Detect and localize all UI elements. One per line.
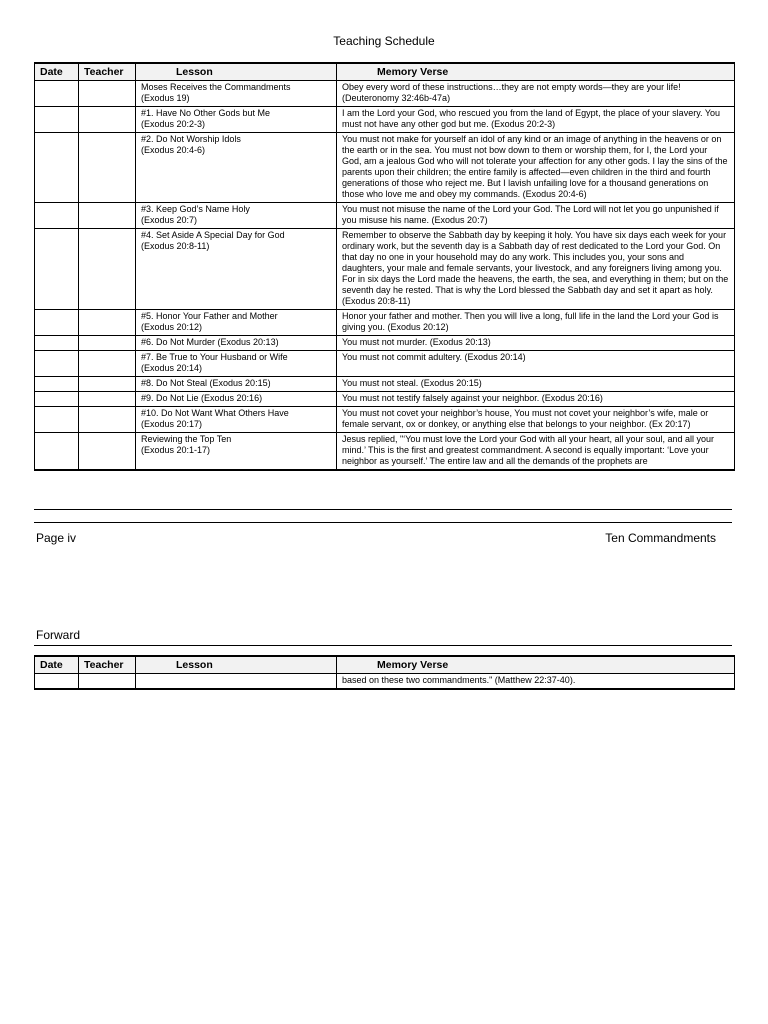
date-cell xyxy=(35,133,79,203)
table-body xyxy=(35,81,735,471)
table-body xyxy=(35,674,735,690)
column-header-date: Date xyxy=(35,656,79,674)
teacher-cell xyxy=(79,377,136,392)
memory-verse-cell: Obey every word of these instructions…they are not empty words—they are your life! (Deuteronomy 32:46b-47a) xyxy=(337,81,735,107)
teacher-cell xyxy=(79,392,136,407)
memory-verse-cell: Jesus replied, "‘You must love the Lord your God with all your heart, all your soul, and all your mind.’ This is the first and greatest commandment. A second is equally important: ‘Love your neighbor as yourself.’ The entire law and all the demands of the prophets are xyxy=(337,433,735,471)
column-header-date: Date xyxy=(35,63,79,81)
date-cell xyxy=(35,407,79,433)
lesson-cell: Reviewing the Top Ten (Exodus 20:1-17) xyxy=(136,433,337,471)
table-row xyxy=(35,310,735,336)
table-row xyxy=(35,351,735,377)
column-header-lesson: Lesson xyxy=(136,656,337,674)
table-row xyxy=(35,674,735,690)
memory-verse-cell: Remember to observe the Sabbath day by keeping it holy. You have six days each week for your ordinary work, but the seventh day is a Sabbath day of rest dedicated to the Lord your God. On that day no one in your household may do any work. This includes you, your sons and daughters, your male and female servants, your livestock, and any foreigners living among you. For in six days the Lord made the heavens, the earth, the sea, and everything in them; but on the seventh day he rested. That is why the Lord blessed the Sabbath day and set it apart as holy. (Exodus 20:8-11) xyxy=(337,229,735,310)
lesson-cell: #8. Do Not Steal (Exodus 20:15) xyxy=(136,377,337,392)
teacher-cell xyxy=(79,674,136,690)
teacher-cell xyxy=(79,407,136,433)
lesson-cell: #10. Do Not Want What Others Have (Exodus 20:17) xyxy=(136,407,337,433)
teaching-schedule-table-continued xyxy=(34,655,735,690)
lesson-cell: #1. Have No Other Gods but Me (Exodus 20:2-3) xyxy=(136,107,337,133)
date-cell xyxy=(35,336,79,351)
lesson-cell: #3. Keep God’s Name Holy (Exodus 20:7) xyxy=(136,203,337,229)
page-title: Teaching Schedule xyxy=(333,34,435,48)
teacher-cell xyxy=(79,107,136,133)
table-header-row xyxy=(35,656,735,674)
table-row xyxy=(35,229,735,310)
lesson-cell: #6. Do Not Murder (Exodus 20:13) xyxy=(136,336,337,351)
book-title: Ten Commandments xyxy=(605,531,716,545)
teacher-cell xyxy=(79,351,136,377)
date-cell xyxy=(35,674,79,690)
table-header-row xyxy=(35,63,735,81)
table-row xyxy=(35,133,735,203)
lesson-cell: #4. Set Aside A Special Day for God (Exodus 20:8-11) xyxy=(136,229,337,310)
memory-verse-cell: You must not misuse the name of the Lord your God. The Lord will not let you go unpunished if you misuse his name. (Exodus 20:7) xyxy=(337,203,735,229)
teacher-cell xyxy=(79,203,136,229)
column-header-lesson: Lesson xyxy=(136,63,337,81)
table-row xyxy=(35,81,735,107)
date-cell xyxy=(35,377,79,392)
lesson-cell xyxy=(136,674,337,690)
column-header-memory-verse: Memory Verse xyxy=(337,656,735,674)
date-cell xyxy=(35,433,79,471)
table-row xyxy=(35,203,735,229)
date-cell xyxy=(35,351,79,377)
memory-verse-cell: You must not covet your neighbor’s house, You must not covet your neighbor’s wife, male or female servant, ox or donkey, or anything else that belongs to your neighbor. (Ex 20:17) xyxy=(337,407,735,433)
table-row xyxy=(35,407,735,433)
lesson-cell: #7. Be True to Your Husband or Wife (Exodus 20:14) xyxy=(136,351,337,377)
footer-divider-bottom xyxy=(34,522,732,523)
teaching-schedule-table xyxy=(34,62,735,471)
column-header-memory-verse: Memory Verse xyxy=(337,63,735,81)
table-row xyxy=(35,107,735,133)
date-cell xyxy=(35,310,79,336)
date-cell xyxy=(35,229,79,310)
lesson-cell: #5. Honor Your Father and Mother (Exodus 20:12) xyxy=(136,310,337,336)
teacher-cell xyxy=(79,433,136,471)
date-cell xyxy=(35,392,79,407)
teacher-cell xyxy=(79,133,136,203)
footer-divider-top xyxy=(34,509,732,510)
table-row xyxy=(35,392,735,407)
date-cell xyxy=(35,107,79,133)
table-row xyxy=(35,377,735,392)
table-row xyxy=(35,433,735,471)
teacher-cell xyxy=(79,310,136,336)
lesson-cell: #9. Do Not Lie (Exodus 20:16) xyxy=(136,392,337,407)
section-divider xyxy=(34,645,732,646)
lesson-cell: Moses Receives the Commandments (Exodus 19) xyxy=(136,81,337,107)
section-title: Forward xyxy=(36,628,81,642)
memory-verse-cell: based on these two commandments." (Matthew 22:37-40). xyxy=(337,674,735,690)
date-cell xyxy=(35,203,79,229)
teacher-cell xyxy=(79,81,136,107)
column-header-teacher: Teacher xyxy=(79,656,136,674)
date-cell xyxy=(35,81,79,107)
teacher-cell xyxy=(79,229,136,310)
memory-verse-cell: You must not murder. (Exodus 20:13) xyxy=(337,336,735,351)
memory-verse-cell: You must not testify falsely against your neighbor. (Exodus 20:16) xyxy=(337,392,735,407)
table-row xyxy=(35,336,735,351)
memory-verse-cell: Honor your father and mother. Then you will live a long, full life in the land the Lord your God is giving you. (Exodus 20:12) xyxy=(337,310,735,336)
teacher-cell xyxy=(79,336,136,351)
memory-verse-cell: You must not make for yourself an idol of any kind or an image of anything in the heavens or on the earth or in the sea. You must not bow down to them or worship them, for I, the Lord your God, am a jealous God who will not tolerate your affection for any other gods. I lay the sins of the parents upon their children; the entire family is affected—even children in the third and fourth generations of those who reject me. But I lavish unfailing love for a thousand generations on those who love me and obey my commands. (Exodus 20:4-6) xyxy=(337,133,735,203)
memory-verse-cell: You must not steal. (Exodus 20:15) xyxy=(337,377,735,392)
memory-verse-cell: You must not commit adultery. (Exodus 20:14) xyxy=(337,351,735,377)
column-header-teacher: Teacher xyxy=(79,63,136,81)
memory-verse-cell: I am the Lord your God, who rescued you from the land of Egypt, the place of your slavery. You must not have any other god but me. (Exodus 20:2-3) xyxy=(337,107,735,133)
lesson-cell: #2. Do Not Worship Idols (Exodus 20:4-6) xyxy=(136,133,337,203)
page-number: Page iv xyxy=(36,531,77,545)
